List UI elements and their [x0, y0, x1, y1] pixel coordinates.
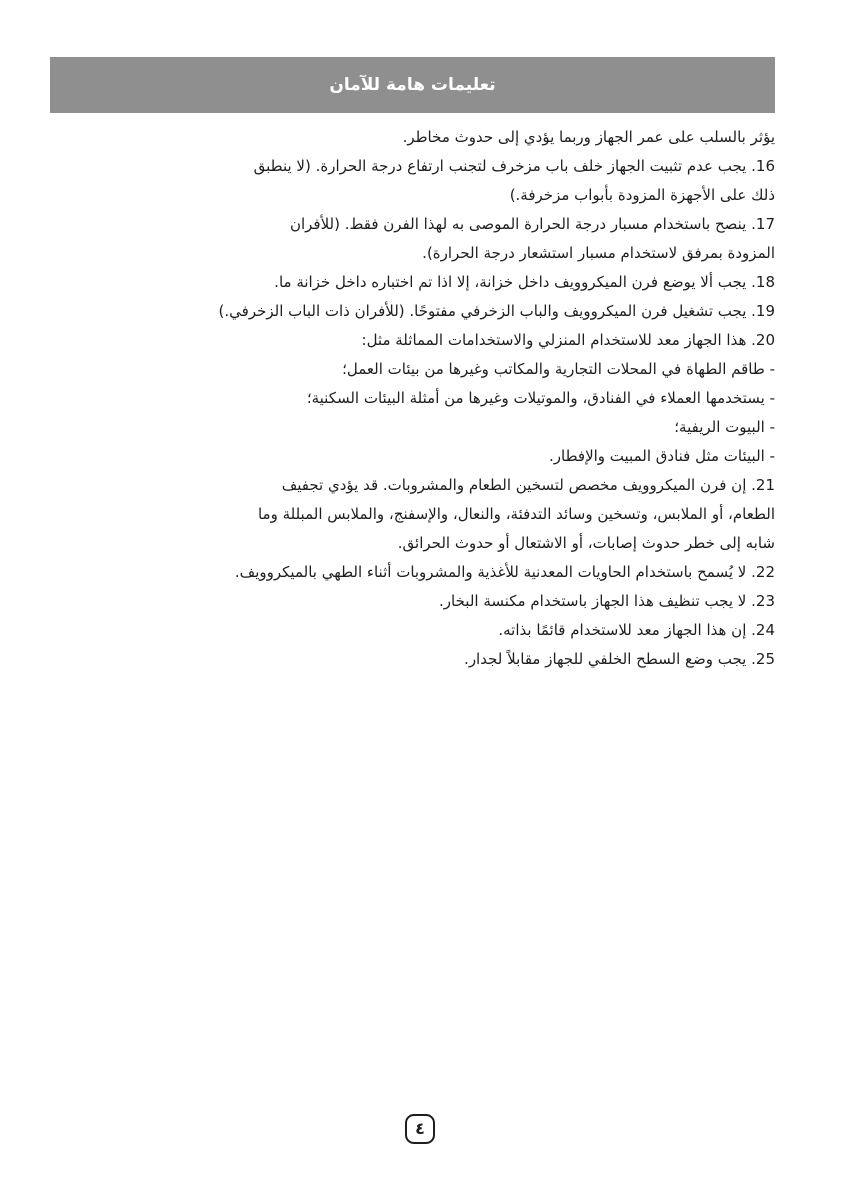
- instruction-18: 18. يجب ألا يوضع فرن الميكروويف داخل خزانة، إلا اذا تم اختباره داخل خزانة ما.: [274, 273, 775, 291]
- instruction-21-line-3: شابه إلى خطر حدوث إصابات، أو الاشتعال أو حدوث الحرائق.: [397, 534, 775, 552]
- page-number: ٤: [405, 1114, 435, 1144]
- bullet-item: - طاقم الطهاة في المحلات التجارية والمكاتب وغيرها من بيئات العمل؛: [342, 360, 775, 378]
- instruction-20: 20. هذا الجهاز معد للاستخدام المنزلي والاستخدامات المماثلة مثل:: [361, 331, 775, 349]
- bullet-item: - البيئات مثل فنادق المبيت والإفطار.: [549, 447, 775, 465]
- instruction-19: 19. يجب تشغيل فرن الميكروويف والباب الزخرفي مفتوحًا. (للأفران ذات الباب الزخرفي.): [218, 302, 775, 320]
- section-title: تعليمات هامة للآمان: [329, 75, 496, 95]
- instruction-17-line-2: المزودة بمرفق لاستخدام مسبار استشعار درجة الحرارة).: [422, 244, 775, 262]
- instruction-25: 25. يجب وضع السطح الخلفي للجهاز مقابلاً لجدار.: [464, 650, 775, 668]
- section-header: [50, 57, 775, 113]
- instruction-22: 22. لا يُسمح باستخدام الحاويات المعدنية للأغذية والمشروبات أثناء الطهي بالميكروويف.: [234, 563, 775, 581]
- intro-text: يؤثر بالسلب على عمر الجهاز وربما يؤدي إلى حدوث مخاطر.: [402, 128, 775, 146]
- instruction-16-line-2: ذلك على الأجهزة المزودة بأبواب مزخرفة.): [509, 186, 775, 204]
- instruction-21-line-2: الطعام، أو الملابس، وتسخين وسائد التدفئة، والنعال، والإسفنج، والملابس المبللة وما: [257, 505, 775, 523]
- instruction-23: 23. لا يجب تنظيف هذا الجهاز باستخدام مكنسة البخار.: [439, 592, 775, 610]
- instruction-24: 24. إن هذا الجهاز معد للاستخدام قائمًا بذاته.: [498, 621, 775, 639]
- bullet-item: - البيوت الريفية؛: [674, 418, 775, 436]
- instruction-17-line-1: 17. ينصح باستخدام مسبار درجة الحرارة الموصى به لهذا الفرن فقط. (للأفران: [289, 215, 775, 233]
- instructions-body: [52, 123, 775, 674]
- instruction-16-line-1: 16. يجب عدم تثبيت الجهاز خلف باب مزخرف لتجنب ارتفاع درجة الحرارة. (لا ينطبق: [253, 157, 775, 175]
- bullet-item: - يستخدمها العملاء في الفنادق، والموتيلات وغيرها من أمثلة البيئات السكنية؛: [306, 389, 775, 407]
- instruction-21-line-1: 21. إن فرن الميكروويف مخصص لتسخين الطعام والمشروبات. قد يؤدي تجفيف: [281, 476, 775, 494]
